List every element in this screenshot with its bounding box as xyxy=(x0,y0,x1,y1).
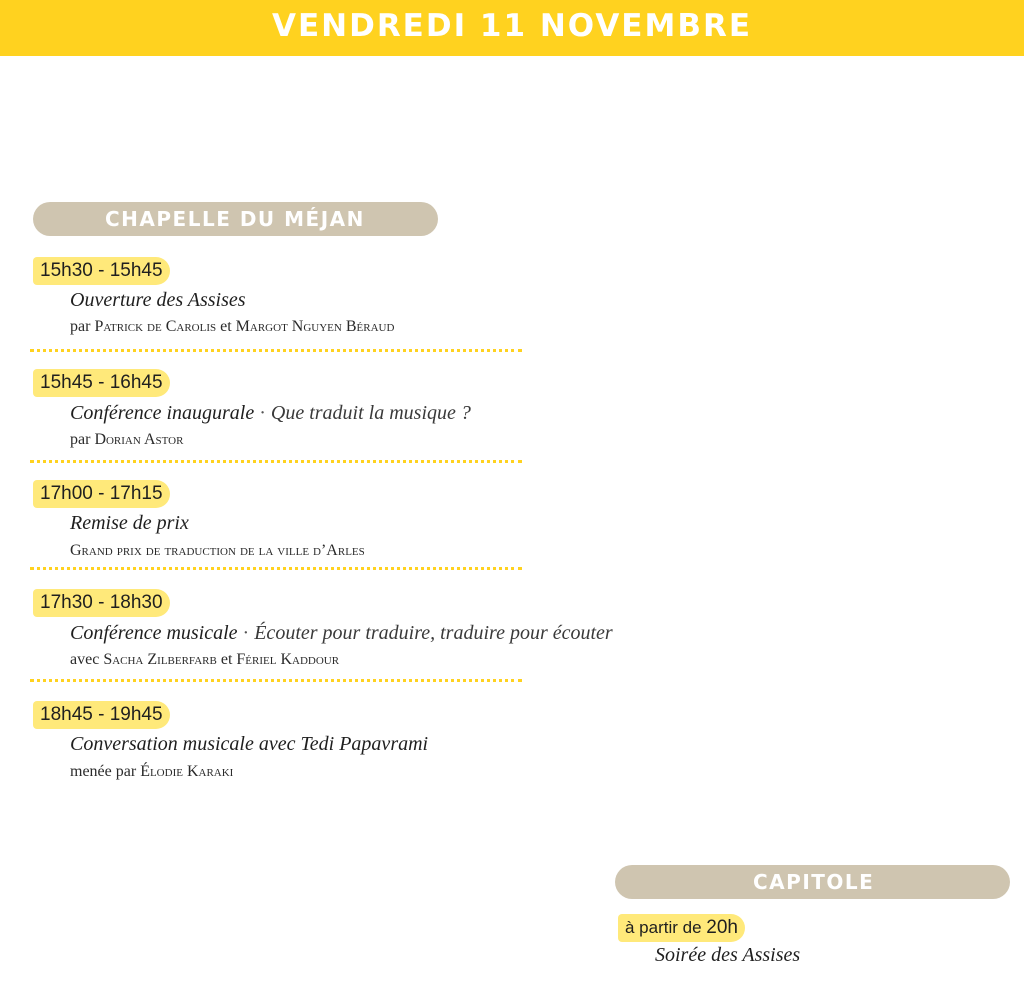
speaker-name: Sacha Zilberfarb xyxy=(103,651,217,668)
session-speakers xyxy=(70,318,394,336)
session-title: Soirée des Assises xyxy=(655,944,801,966)
session-title-text: Conférence inaugurale xyxy=(70,402,255,424)
speakers-prefix: menée par xyxy=(70,763,137,780)
prize-name: Grand prix de traduction de la ville d’Arles xyxy=(70,542,365,559)
time-value: 20h xyxy=(706,917,738,938)
venue-name: CAPITOLE xyxy=(753,870,875,894)
speakers-joiner: et xyxy=(220,651,233,668)
session-title xyxy=(70,622,613,645)
session-title xyxy=(70,733,428,756)
time-badge: 15h30 - 15h45 xyxy=(33,257,170,285)
speakers-prefix: avec xyxy=(70,651,100,668)
venue-name: CHAPELLE DU MÉJAN xyxy=(105,207,365,231)
session-title-text: Ouverture des Assises xyxy=(70,289,246,311)
dotted-divider xyxy=(30,349,522,352)
time-badge: 17h00 - 17h15 xyxy=(33,480,170,508)
title-separator: · xyxy=(259,402,266,424)
session-detail xyxy=(70,542,365,560)
speaker-name: Margot Nguyen Béraud xyxy=(235,318,395,335)
session-speakers xyxy=(70,651,339,669)
speakers-joiner: et xyxy=(220,318,232,335)
session-title xyxy=(70,289,246,312)
time-badge: 17h30 - 18h30 xyxy=(33,589,170,617)
speaker-name: Patrick de Carolis xyxy=(94,318,217,335)
time-badge: 15h45 - 16h45 xyxy=(33,369,170,397)
venue-label-mejan xyxy=(33,202,438,236)
session-speakers xyxy=(70,431,183,449)
session-speakers xyxy=(70,763,233,781)
time-prefix: à partir de xyxy=(625,918,702,937)
dotted-divider xyxy=(30,460,522,463)
session-title-text: Conversation musicale avec Tedi Papavrami xyxy=(70,733,429,755)
venue-label-capitole xyxy=(615,865,1010,899)
speaker-name: Dorian Astor xyxy=(94,431,184,448)
session-title-text: Remise de prix xyxy=(70,512,189,534)
speaker-name: Élodie Karaki xyxy=(140,763,234,780)
speakers-prefix: par xyxy=(70,318,91,335)
session-title xyxy=(70,402,471,425)
session-title xyxy=(70,512,189,535)
session-subtitle: Que traduit la musique ? xyxy=(270,402,471,424)
time-badge: 18h45 - 19h45 xyxy=(33,701,170,729)
session-title-text: Conférence musicale xyxy=(70,622,238,644)
title-separator: · xyxy=(242,622,250,644)
session-subtitle: Écouter pour traduire, traduire pour écouter xyxy=(254,622,613,644)
speakers-prefix: par xyxy=(70,431,91,448)
time-badge xyxy=(618,914,745,942)
dotted-divider xyxy=(30,679,522,682)
dotted-divider xyxy=(30,567,522,570)
page-title: VENDREDI 11 NOVEMBRE xyxy=(271,8,753,44)
speaker-name: Fériel Kaddour xyxy=(236,651,340,668)
